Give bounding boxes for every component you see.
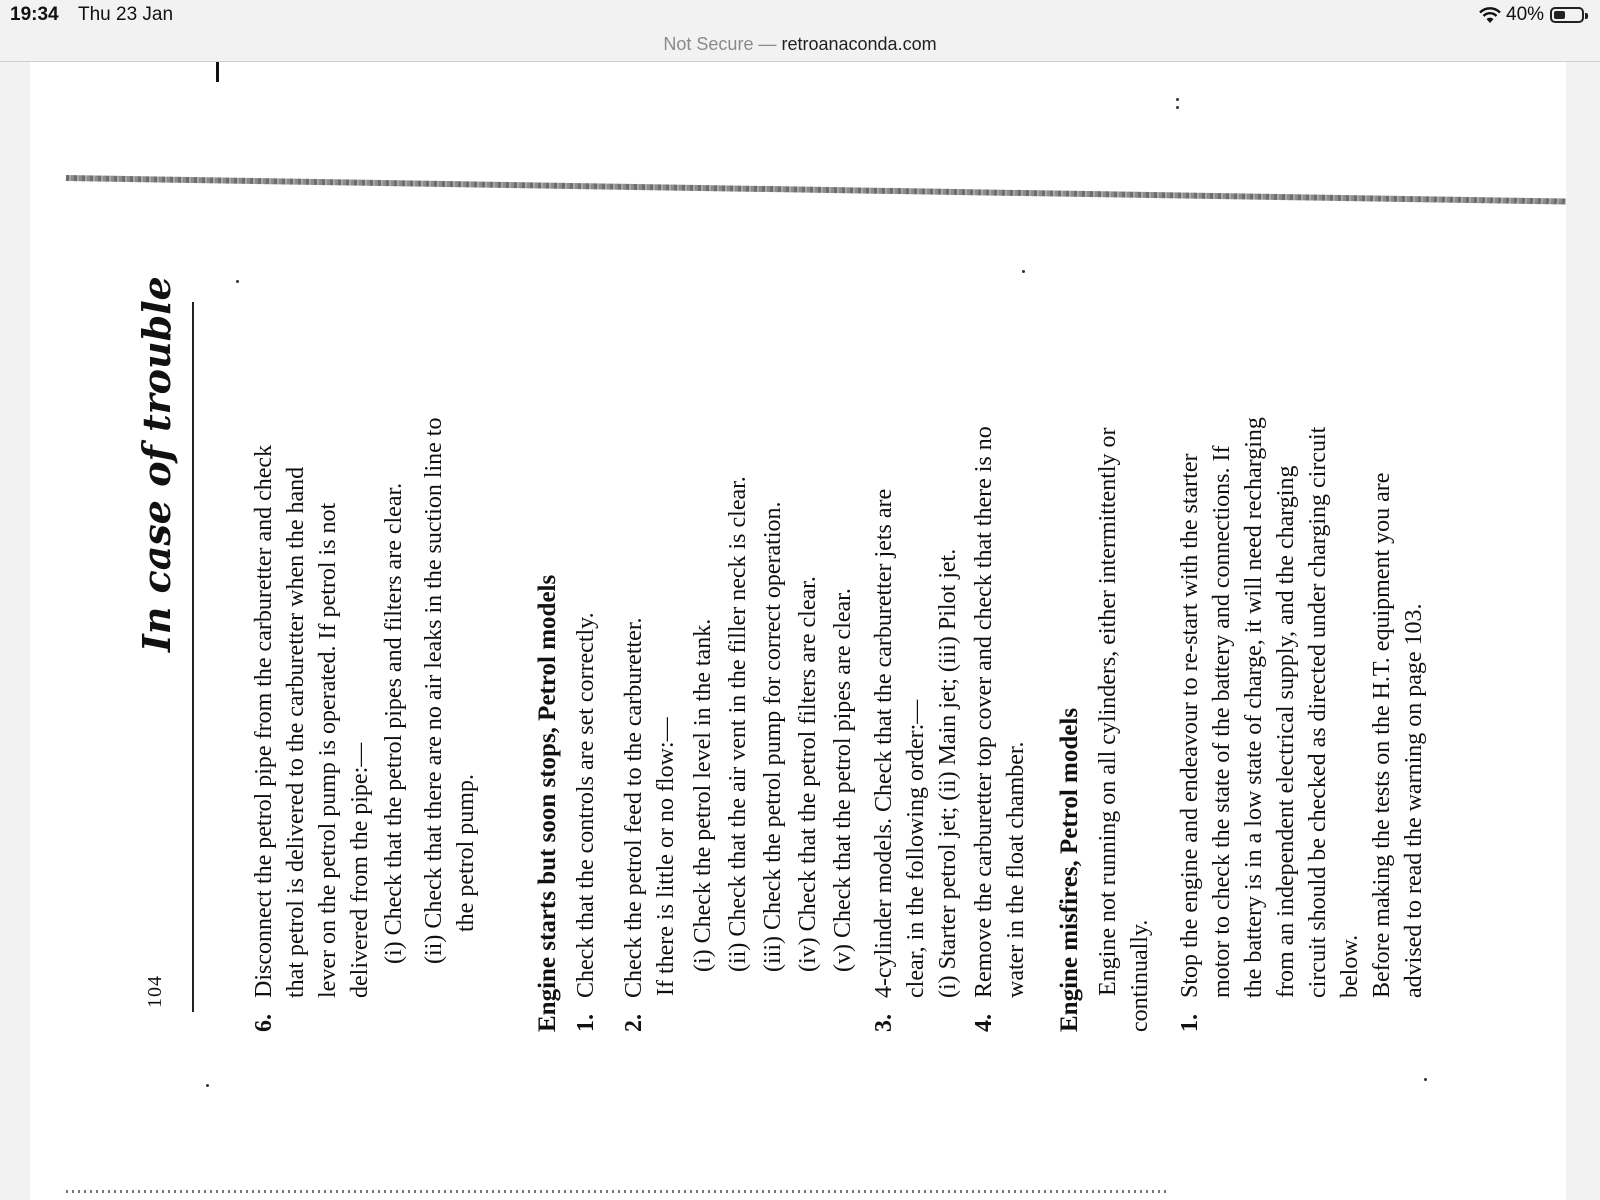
starts-item-2: Check the petrol feed to the carburetter. If there is little or no flow:— [621,617,679,998]
item-number: 4. [971,1014,997,1032]
scan-speck [206,1084,209,1087]
section-6-subitems: (i) Check that the petrol pipes and filters are clear. (ii) Check that there are no air leaks in the suction line to the petrol pump. [381,417,479,964]
item-number: 6. [251,1014,277,1032]
item-number: 1. [573,1014,599,1032]
page-fold-shadow [66,175,1566,205]
url-separator: — [758,34,777,54]
running-title: In case of trouble [134,276,179,652]
scanned-page[interactable] [30,62,1566,1200]
heading-engine-starts: Engine starts but soon stops, Petrol models [534,574,561,1032]
heading-engine-misfires: Engine misfires, Petrol models [1056,707,1083,1032]
section-6-text: Disconnect the petrol pipe from the carburetter and check that petrol is delivered to the carburetter when the hand lever on the petrol pump is operated. If petrol is not delivered from the pipe:— [251,444,373,998]
scan-noise [66,1190,1166,1193]
item-number: 1. [1177,1014,1203,1032]
battery-percent: 40% [1506,4,1545,25]
address-bar[interactable] [0,28,1600,60]
status-date: Thu 23 Jan [78,4,174,25]
item-number: 3. [871,1014,897,1032]
url-domain: retroanaconda.com [781,34,937,54]
page-number: 104 [144,975,166,1008]
scan-speck [1424,1078,1427,1081]
rotated-document-text [134,272,1448,1032]
battery-icon [1550,7,1584,23]
misfires-intro: Engine not running on all cylinders, either intermittently or continually. [1095,427,1153,1032]
header-rule [192,302,194,1012]
starts-item-2-subitems: (i) Check the petrol level in the tank. (ii) Check that the air vent in the filler neck is clear. (iii) Check the petrol pump for correct operation. (iv) Check that the petrol filters are clear. (v) Check that the petrol pipes are clear. [690,476,856,972]
wifi-icon [1478,6,1502,24]
starts-item-1: Check that the controls are set correctly. [573,612,599,998]
scan-speck [1176,106,1179,109]
starts-item-4: Remove the carburetter top cover and check that there is no water in the float chamber. [971,426,1029,998]
misfires-item-1: Stop the engine and endeavour to re-start with the starter motor to check the state of the battery and connections. If the battery is in a low state of charge, it will need recharging from an independent electrical supply, and the charging circuit should be checked as directed under charging circuit below. Before making the tests on the H.T. equipment you are advised to read the warning on page 103. [1177,417,1427,998]
starts-item-3: 4-cylinder models. Check that the carburetter jets are clear, in the following order:— (i) Starter petrol jet; (ii) Main jet; (iii) Pilot jet. [871,488,961,998]
item-number: 2. [621,1014,647,1032]
scan-mark [216,62,219,82]
status-bar [0,0,1600,30]
status-time: 19:34 [10,4,59,25]
security-label: Not Secure [663,34,754,54]
scan-speck [1176,98,1179,101]
